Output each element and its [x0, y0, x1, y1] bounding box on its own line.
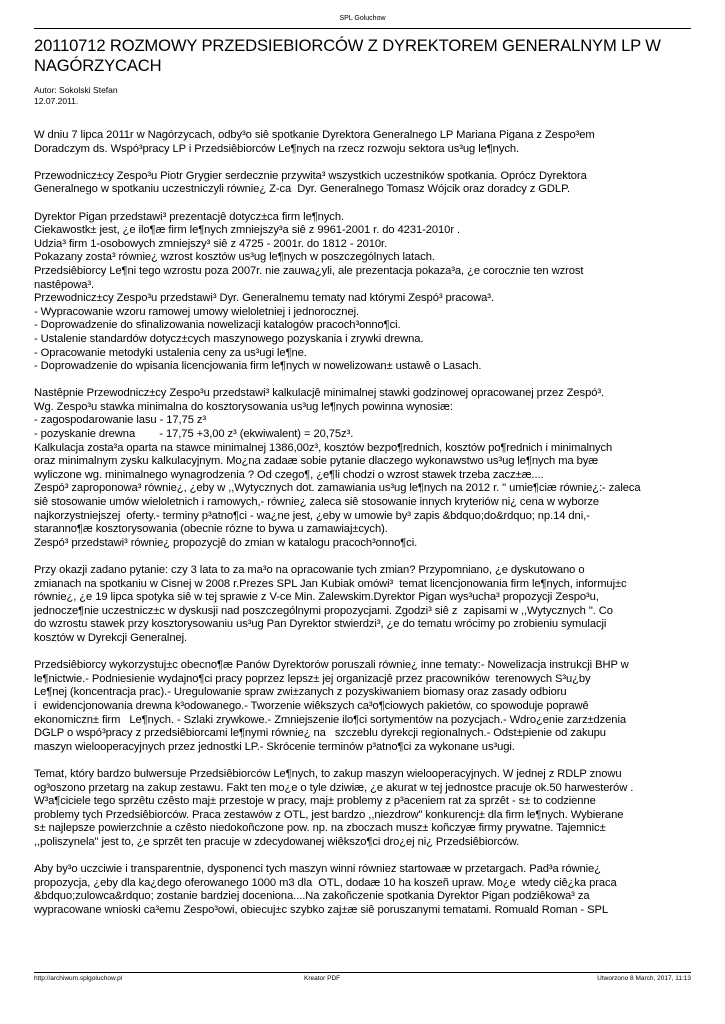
paragraph-line: siê stosowanie umów wieloletnich i ramowych,- równie¿ zaleca siê stosowanie innych kryteriów ni¿ cena w wyborze: [34, 496, 600, 509]
paragraph-line: - zagospodarowanie lasu - 17,75 z³: [34, 414, 207, 427]
paragraph-line: Generalnego w spotkaniu uczestniczyli równie¿ Z-ca Dyr. Generalnego Tomasz Wójcik oraz doradcy z GDLP.: [34, 183, 571, 196]
paragraph-line: le¶nictwie.- Podniesienie wydajno¶ci pracy poprzez lepsz± jej organizacjê przez pracowników terenowych S³u¿by: [34, 672, 591, 685]
article-author: Autor: Sokolski Stefan: [34, 85, 118, 95]
paragraph-line: maszyn wielooperacyjnych przez jednostki LP.- Skrócenie terminów p³atno¶ci za wykonane us³ugi.: [34, 740, 515, 753]
article-paragraph: [34, 768, 696, 850]
header-site-name: SPL Goluchow: [339, 15, 386, 22]
page-footer: [34, 972, 691, 987]
paragraph-line: og³oszono przetarg na zakup zestawu. Fakt ten mo¿e o tyle dziwiæ, ¿e akurat w tej jednostce pracuje ok.50 harwesterów .: [34, 781, 634, 794]
paragraph-line: Le¶nej (koncentracja prac).- Uregulowanie spraw zwi±zanych z pozyskiwaniem biomasy oraz zasady odbioru: [34, 686, 567, 699]
page-header: [34, 12, 691, 29]
paragraph-line: Nastêpnie Przewodnicz±cy Zespo³u przedstawi³ kalkulacjê minimalnej stawki godzinowej opracowanej przez Zespó³.: [34, 387, 605, 400]
article-date: 12.07.2011.: [34, 96, 79, 106]
paragraph-line: Ciekawostk± jest, ¿e ilo¶æ firm le¶nych zmniejszy³a siê z 9961-2001 r. do 4231-2010r .: [34, 224, 461, 237]
paragraph-line: kosztów w Dyrekcji Generalnej.: [34, 631, 188, 644]
paragraph-line: W dniu 7 lipca 2011r w Nagórzycach, odby³o siê spotkanie Dyrektora Generalnego LP Mariana Pigana z Zespo³em: [34, 129, 595, 141]
article-body: [34, 129, 696, 931]
paragraph-line: najkorzystniejszej oferty.- terminy p³atno¶ci - wa¿ne jest, ¿eby w umowie by³ zapis &bdquo;do&rdquo; np.14 dni,-: [34, 509, 590, 522]
paragraph-line: - Wypracowanie wzoru ramowej umowy wieloletniej i jednorocznej.: [34, 305, 360, 318]
article-meta: [34, 85, 434, 107]
paragraph-line: W³a¶ciciele tego sprzêtu czêsto maj± przestoje w pracy, maj± problemy z p³aceniem rat za sprzêt - s± to codzienne: [34, 795, 596, 808]
article-title: 20110712 ROZMOWY PRZEDSIEBIORCÓW Z DYREKTOREM GENERALNYM LP W NAGÓRZYCACH: [34, 36, 661, 75]
article-paragraph: [34, 387, 696, 550]
paragraph-line: s± najlepsze powierzchnie a czêsto niedokoñczone pow. np. na zboczach musz± koñczyæ firmy prywatne. Tajemnic±: [34, 822, 606, 835]
paragraph-line: Kalkulacja zosta³a oparta na stawce minimalnej 1386,00z³, kosztów bezpo¶rednich, kosztów po¶rednich i minimalnych: [34, 441, 613, 454]
paragraph-line: Zespó³ przedstawi³ równie¿ propozycjê do zmian w katalogu pracoch³onno¶ci.: [34, 536, 418, 549]
paragraph-line: do wzrostu stawek przy kosztorysowaniu us³ug Pan Dyrektor stwierdzi³, ¿e do tematu wrócimy po zrobieniu symulacji: [34, 618, 607, 631]
paragraph-line: jednocze¶nie uczestnicz±c w dyskusji nad poszczególnymi propozycjami. Zgodzi³ siê z zapisami w ,,Wytycznych ". Co: [34, 604, 613, 617]
paragraph-line: Przy okazji zadano pytanie: czy 3 lata to za ma³o na opracowanie tych zmian? Przypomniano, ¿e dyskutowano o: [34, 564, 585, 576]
paragraph-line: - Doprowadzenie do sfinalizowania nowelizacji katalogów pracoch³onno¶ci.: [34, 319, 401, 332]
paragraph-line: - Ustalenie standardów dotycz±cych maszynowego pozyskania i zrywki drewna.: [34, 332, 424, 345]
paragraph-line: &bdquo;zulowca&rdquo; zostanie bardziej doceniona....Na zakoñczenie spotkania Dyrektor Pigan podziêkowa³ za: [34, 890, 590, 903]
paragraph-line: propozycja, ¿eby dla ka¿dego oferowanego 1000 m3 dla OTL, dodaæ 10 ha koszeñ upraw. Mo¿e wtedy ciê¿ka praca: [34, 876, 617, 889]
paragraph-line: Wg. Zespo³u stawka minimalna do kosztorysowania us³ug le¶nych powinna wynosiæ:: [34, 400, 453, 413]
paragraph-line: Zespó³ zaproponowa³ równie¿, ¿eby w ,,Wytycznych dot. zamawiania us³ug le¶nych na 2012 r. " umie¶ciæ równie¿:- zaleca: [34, 482, 641, 495]
footer-url[interactable]: http://archiwum.splgoluchow.pl: [34, 975, 123, 982]
paragraph-line: zmianach na spotkaniu w Cisnej w 2008 r.Prezes SPL Jan Kubiak omówi³ temat licencjonowania firm le¶nych, informuj±c: [34, 577, 627, 590]
paragraph-line: Przewodnicz±cy Zespo³u przedstawi³ Dyr. Generalnemu tematy nad którymi Zespó³ pracowa³.: [34, 292, 494, 305]
article-paragraph: [34, 211, 696, 374]
paragraph-line: oraz minimalnym zysku kalkulacyjnym. Mo¿na zadaæ sobie pytanie dlaczego wykonawstwo us³ug le¶nych ma byæ: [34, 455, 599, 468]
paragraph-line: i ewidencjonowania drewna k³odowanego.- Tworzenie wiêkszych ca³o¶ciowych pakietów, co spowoduje poprawê: [34, 699, 589, 712]
article-paragraph: [34, 863, 696, 917]
paragraph-line: DGLP o wspó³pracy z przedsiêbiorcami le¶nymi równie¿ na szczeblu dyrekcji regionalnych.- Odst±pienie od zakupu: [34, 727, 606, 740]
paragraph-line: Przewodnicz±cy Zespo³u Piotr Grygier serdecznie przywita³ wszystkich uczestników spotkania. Oprócz Dyrektora: [34, 169, 587, 182]
paragraph-line: równie¿, ¿e 19 lipca spotyka siê w tej sprawie z V-ce Min. Zalewskim.Dyrektor Pigan wys³ucha³ propozycji Zespo³u,: [34, 591, 599, 604]
footer-created-date: Utworzono 8 March, 2017, 11:13: [597, 975, 691, 982]
article-paragraph: [34, 129, 696, 156]
paragraph-line: - Doprowadzenie do wpisania licencjowania firm le¶nych w nowelizowan± ustawê o Lasach.: [34, 360, 482, 373]
paragraph-line: wyliczone wg. minimalnego wynagrodzenia ? Od czego¶, ¿e¶li chodzi o wzrost stawek trzeba zacz±æ....: [34, 468, 544, 481]
paragraph-line: ekonomiczn± firm Le¶nych. - Szlaki zrywkowe.- Zmniejszenie ilo¶ci sortymentów na pozycjach.- Wdro¿enie zarz±dzenia: [34, 713, 627, 726]
paragraph-line: Aby by³o uczciwie i transparentnie, dysponenci tych maszyn winni równiez startowaæ w przetargach. Pad³a równie¿: [34, 863, 601, 876]
paragraph-line: - Opracowanie metodyki ustalenia ceny za us³ugi le¶ne.: [34, 346, 307, 359]
footer-generator: Kreator PDF: [304, 975, 341, 982]
paragraph-line: Przedsiêbiorcy Le¶ni tego wzrostu poza 2007r. nie zauwa¿yli, ale prezentacja pokaza³a, ¿e corocznie ten wzrost: [34, 264, 584, 277]
paragraph-line: ,,poliszynela" jest to, ¿e sprzêt ten pracuje w zdecydowanej wiêkszo¶ci dro¿ej ni¿ Przedsiêbiorców.: [34, 835, 520, 848]
paragraph-line: nastêpowa³.: [34, 278, 95, 291]
article-paragraph: [34, 564, 696, 646]
paragraph-line: wypracowane wnioski ca³emu Zespo³owi, obiecuj±c szybko zaj±æ siê poruszanymi tematami. Romuald Roman - SPL: [34, 903, 608, 916]
paragraph-line: Przedsiêbiorcy wykorzystuj±c obecno¶æ Panów Dyrektorów poruszali równie¿ inne tematy:- Nowelizacja instrukcji BHP w: [34, 659, 629, 672]
paragraph-line: problemy tych Przedsiêbiorców. Praca zestawów z OTL, jest bardzo ,,niezdrow" konkurencj± dla firm le¶nych. Wybierane: [34, 808, 624, 821]
paragraph-line: Pokazany zosta³ równie¿ wzrost kosztów us³ug le¶nych w poszczególnych latach.: [34, 251, 435, 264]
paragraph-line: Temat, który bardzo bulwersuje Przedsiêbiorców Le¶nych, to zakup maszyn wielooperacyjnych. W jednej z RDLP znowu: [34, 767, 622, 780]
paragraph-line: staranno¶æ kosztorysowania (obecnie rózne to bywa u zamawiaj±cych).: [34, 523, 388, 536]
article-paragraph: [34, 659, 696, 754]
paragraph-line: Udzia³ firm 1-osobowych zmniejszy³ siê z 4725 - 2001r. do 1812 - 2010r.: [34, 237, 388, 250]
paragraph-line: - pozyskanie drewna - 17,75 +3,00 z³ (ekwiwalent) = 20,75z³.: [34, 428, 354, 441]
paragraph-line: Doradczym ds. Wspó³pracy LP i Przedsiêbiorców Le¶nych na rzecz rozwoju sektora us³ug le¶nych.: [34, 142, 520, 155]
paragraph-line: Dyrektor Pigan przedstawi³ prezentacjê dotycz±ca firm le¶nych.: [34, 210, 344, 223]
article-paragraph: [34, 170, 696, 197]
